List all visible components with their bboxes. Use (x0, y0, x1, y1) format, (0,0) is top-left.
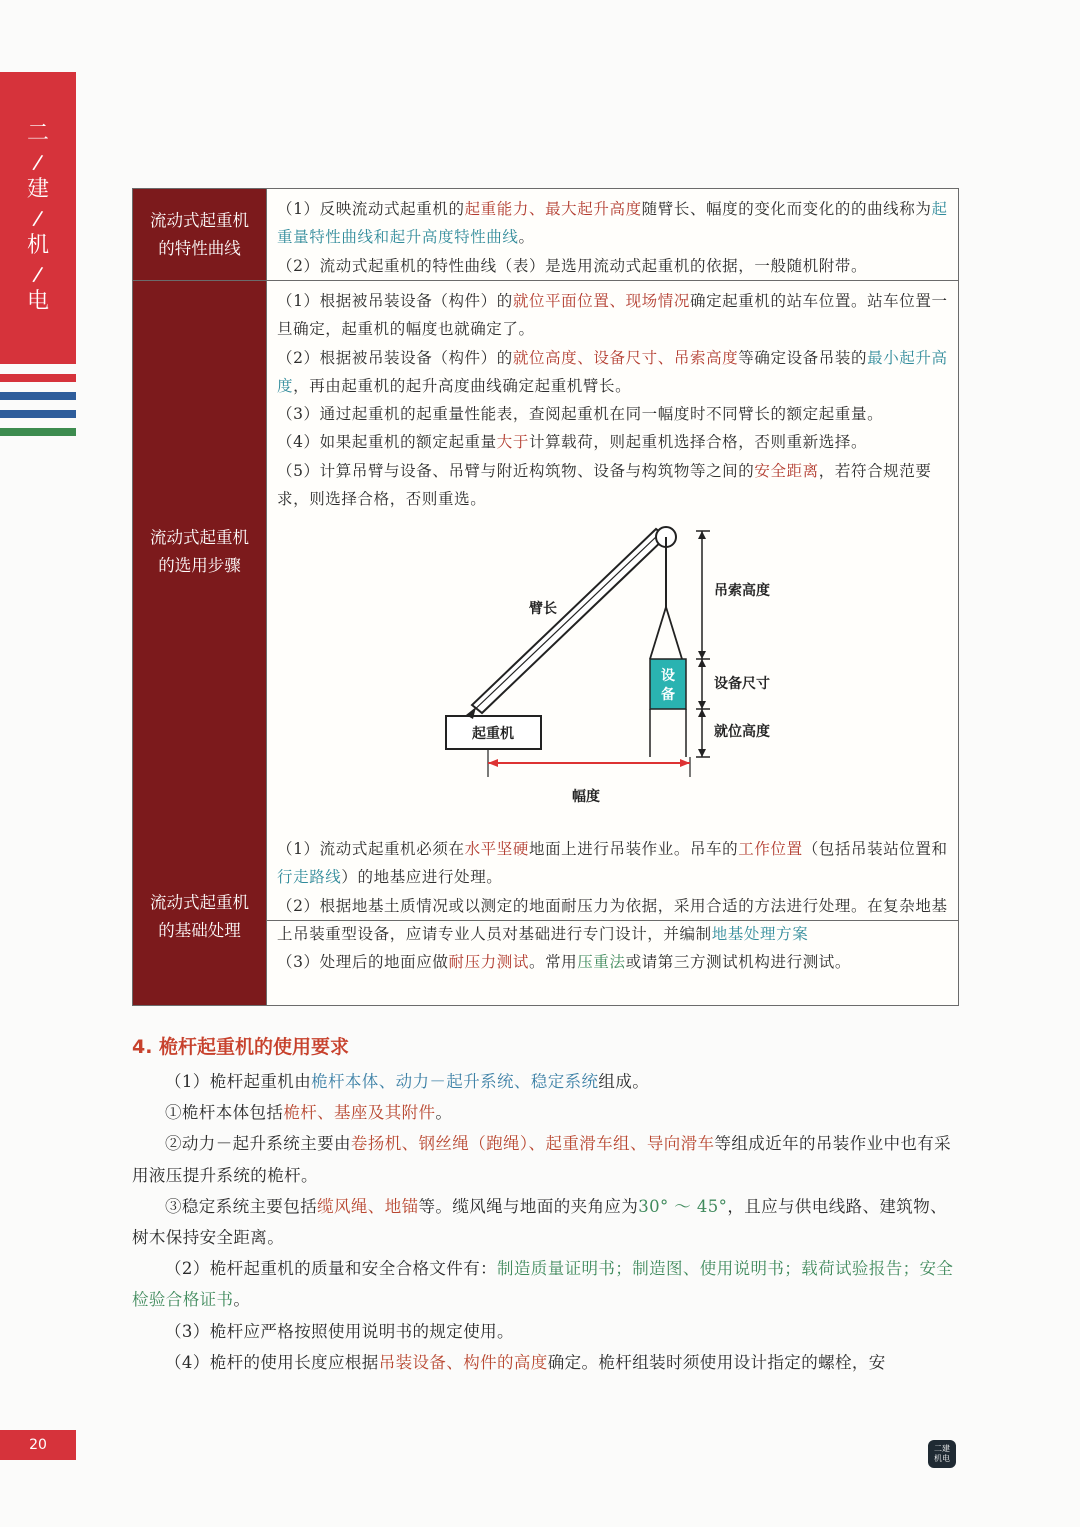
text-span: 等组成近年的吊装作业中也有采用液压提升系统的桅杆。 (132, 1134, 952, 1185)
highlight-text: 就位平面位置、现场情况 (512, 292, 690, 310)
side-tab-char: 建 (26, 177, 49, 202)
text-span: （5）计算吊臂与设备、吊臂与附近构筑物、设备与构筑物等之间的 (277, 461, 755, 480)
table-row (133, 281, 958, 921)
row-label: 流动式起重机 的选用步骤 (133, 281, 266, 920)
paragraph (132, 1066, 958, 1097)
text-span: 等确定设备吊装的 (738, 348, 868, 367)
row-content (266, 829, 958, 1005)
install-height-label: 就位高度 (714, 724, 770, 740)
paragraph (277, 344, 952, 401)
equipment-char-1: 设 (661, 668, 675, 684)
text-span: （1）根据被吊装设备（构件）的 (277, 292, 513, 310)
boom-label: 臂长 (529, 601, 557, 617)
side-tab-label (0, 120, 76, 316)
highlight-text: 桅杆、基座及其附件 (283, 1103, 436, 1123)
section-title: 4. 桅杆起重机的使用要求 (132, 1036, 350, 1058)
text-span: 确定。桅杆组装时须使用设计指定的螺栓，安 (547, 1352, 886, 1372)
paragraph (132, 1128, 958, 1190)
highlight-text: 30° ～ 45° (638, 1196, 728, 1216)
row-label: 流动式起重机 的特性曲线 (133, 189, 266, 280)
stripe-green (0, 428, 76, 436)
boom (472, 529, 666, 713)
text-span: （3）通过起重机的起重量性能表，查阅起重机在同一幅度时不同臂长的额定起重量。 (277, 405, 884, 424)
text-span: ①桅杆本体包括 (165, 1103, 284, 1123)
text-span: 。 (518, 228, 535, 247)
text-span: ）的地基应进行处理。 (341, 868, 503, 887)
side-tab-char: 电 (26, 289, 49, 314)
sling-right (666, 607, 682, 659)
text-span: （1）流动式起重机必须在 (277, 840, 465, 858)
highlight-text: 行走路线 (277, 868, 342, 887)
text-span: 确定起重机的站车位置。站车位置一旦确定，起重机的幅度也就确定了。 (277, 292, 948, 339)
highlight-text: 卷扬机、钢丝绳（跑绳）、起重滑车组、导向滑车 (350, 1134, 715, 1154)
text-span: （1）桅杆起重机由 (165, 1072, 312, 1091)
crane-table (132, 188, 959, 1006)
side-tab-char: 二 (26, 121, 49, 146)
highlight-text: 就位高度、设备尺寸、吊索高度 (512, 348, 739, 367)
sling-height-label: 吊索高度 (714, 583, 770, 599)
paragraph (277, 892, 952, 949)
text-span: （包括吊装站位置和 (802, 840, 948, 858)
highlight-text: 起重量特性曲线和起升高度特性曲线 (277, 200, 948, 247)
highlight-text: 压重法 (577, 953, 626, 972)
text-span: 等。缆风绳与地面的夹角应为 (418, 1196, 639, 1216)
paragraph (132, 1253, 958, 1315)
brand-logo-icon: 二建 机电 (928, 1440, 956, 1468)
paragraph (277, 835, 952, 892)
text-span: ，再由起重机的起升高度曲线确定起重机臂长。 (293, 376, 632, 395)
text-span: 随臂长、幅度的变化而变化的的曲线称为 (641, 200, 932, 218)
highlight-text: 吊装设备、构件的高度 (378, 1352, 548, 1372)
highlight-text: 桅杆本体、动力－起升系统、稳定系统 (311, 1072, 599, 1091)
paragraph (277, 948, 952, 976)
text-span: （4）如果起重机的额定起重量 (277, 433, 497, 452)
section-body (132, 1066, 958, 1378)
highlight-text: 制造质量证明书；制造图、使用说明书；载荷试验报告；安全检验合格证书 (132, 1259, 954, 1310)
text-span: ③稳定系统主要包括 (165, 1196, 318, 1216)
side-tab-separator: / (31, 149, 45, 175)
highlight-text: 水平坚硬 (464, 840, 529, 858)
radius-label: 幅度 (572, 789, 600, 805)
text-span: 。常用 (528, 953, 578, 972)
text-span: ，且应与供电线路、建筑物、树木保持安全距离。 (132, 1196, 948, 1248)
paragraph (277, 252, 952, 280)
text-span: 组成。 (598, 1072, 650, 1091)
highlight-text: 最小起升高度 (277, 348, 948, 395)
side-tab-separator: / (31, 261, 45, 287)
text-span: ②动力－起升系统主要由 (165, 1134, 351, 1154)
text-span: （3）桅杆应严格按照使用说明书的规定使用。 (165, 1321, 514, 1341)
paragraph (132, 1097, 958, 1128)
paragraph (132, 1316, 958, 1347)
text-span: （2）桅杆起重机的质量和安全合格文件有： (165, 1259, 497, 1279)
highlight-text: 地基处理方案 (711, 924, 809, 943)
paragraph (132, 1191, 958, 1253)
text-span: （2）根据地基土质情况或以测定的地面耐压力为依据，采用合适的方法进行处理。在复杂地基上吊装重型设备，应请专业人员对基础进行专门设计，并编制 (277, 896, 948, 943)
highlight-text: 安全距离 (754, 461, 819, 480)
stripe-blue-2 (0, 410, 76, 418)
table-row (133, 189, 958, 281)
text-span: （3）处理后的地面应做 (277, 953, 449, 972)
text-span: 或请第三方测试机构进行测试。 (625, 953, 852, 972)
text-span: 计算载荷，则起重机选择合格，否则重新选择。 (528, 433, 868, 452)
crane-label: 起重机 (472, 726, 514, 742)
text-span: 。 (233, 1290, 251, 1310)
sling-left (650, 607, 666, 659)
text-span: 。 (435, 1103, 453, 1123)
highlight-text: 工作位置 (738, 840, 803, 858)
stripe-red (0, 374, 76, 382)
paragraph (277, 400, 952, 428)
table-row-foundation (133, 829, 958, 1005)
paragraph (132, 1347, 958, 1378)
highlight-text: 起重能力、最大起升高度 (464, 200, 642, 218)
text-span: （2）流动式起重机的特性曲线（表）是选用流动式起重机的依据，一般随机附带。 (277, 256, 868, 275)
stripe-blue-1 (0, 392, 76, 400)
paragraph (277, 428, 952, 456)
side-tab-char: 机 (26, 233, 49, 258)
paragraph (277, 287, 952, 344)
text-span: （2）根据被吊装设备（构件）的 (277, 348, 513, 367)
crane-diagram (266, 509, 958, 809)
row-content (266, 189, 958, 280)
text-span: （4）桅杆的使用长度应根据 (165, 1352, 379, 1372)
text-span: 地面上进行吊装作业。吊车的 (528, 840, 739, 858)
highlight-text: 耐压力测试 (448, 953, 529, 972)
page-number: 20 (0, 1430, 76, 1460)
highlight-text: 缆风绳、地锚 (317, 1196, 419, 1216)
side-tab-separator: / (31, 205, 45, 231)
equipment-char-2: 备 (661, 687, 675, 703)
highlight-text: 大于 (496, 433, 529, 452)
text-span: （1）反映流动式起重机的 (277, 200, 465, 218)
text-span: ，若符合规范要求，则选择合格，否则重选。 (277, 461, 932, 509)
row-label: 流动式起重机 的基础处理 (133, 829, 266, 1005)
equipment-size-label: 设备尺寸 (714, 676, 770, 692)
paragraph (277, 457, 952, 514)
paragraph (277, 195, 952, 252)
